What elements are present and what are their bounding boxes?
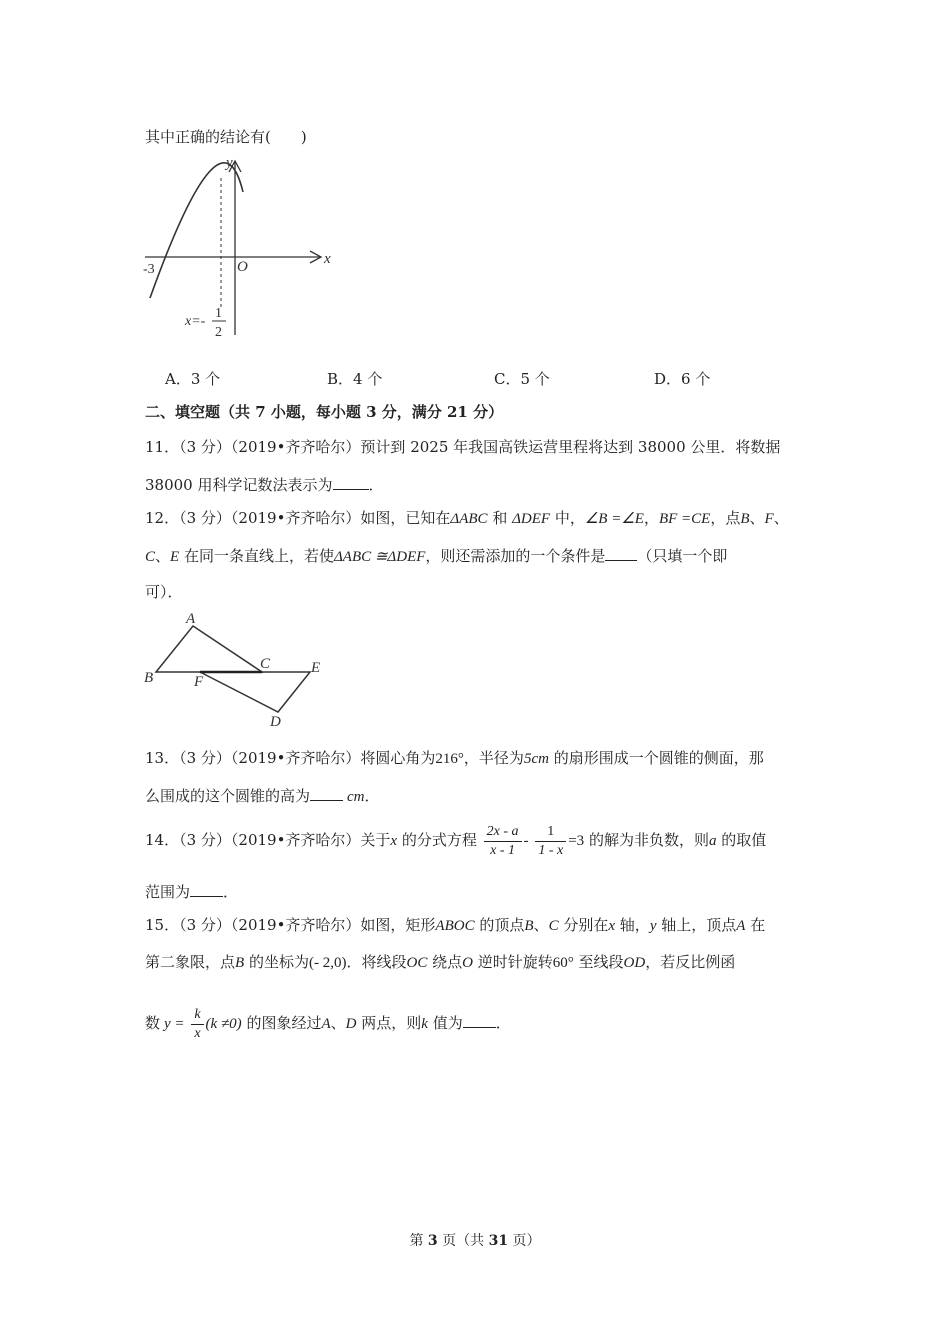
y-axis-label: y [226,155,233,171]
total-pages: 31 [488,1233,509,1249]
q12-line-2: C、E 在同一条直线上，若使ΔABC ≅ΔDEF，则还需添加的一个条件是 （只填一个即 [145,547,728,565]
q15-line-2: 第二象限，点B 的坐标为(- 2,0)．将线段OC 绕点O 逆时针旋转60° 至线段OD，若反比例函 [145,953,736,971]
symmetry-eq-label: x=- [185,314,206,329]
q12-line-1: 12．（3 分）（2019•齐齐哈尔）如图，已知在ΔABC 和 ΔDEF 中，∠B =∠E，BF =CE，点B、F、 [145,509,789,527]
label-e: E [311,660,321,676]
q14-line-2: 范围为 ． [145,883,239,901]
q14-line-1: 14．（3 分）（2019•齐齐哈尔）关于x 的分式方程 $\frac{2x - a}{x - 1}$ - $\frac{1}{1 - x}$ =3 的解为非负数，则a 的取值 [145,823,767,858]
triangles-figure [138,606,338,731]
choice-b: B．4 个 [327,370,383,388]
choice-d: D．6 个 [654,370,711,388]
label-c: C [260,656,271,672]
label-f: F [194,674,204,690]
label-a: A [186,611,196,627]
triangle-abc [156,626,262,672]
q11-answer-blank [333,475,369,490]
section-2-title: 二、填空题（共 7 小题，每小题 3 分，满分 21 分） [145,403,504,421]
q14-fraction-2: $\frac{1}{1 - x}$ [535,823,566,860]
q15-answer-blank [463,1013,496,1028]
choice-c: C．5 个 [494,370,550,388]
symmetry-frac-den: 2 [215,325,222,340]
q11-line-2: 38000 用科学记数法表示为 ． [145,476,384,494]
q15-line-1: 15．（3 分）（2019•齐齐哈尔）如图，矩形ABOC 的顶点B、C 分别在x 轴，y 轴上，顶点A 在 [145,916,766,934]
q14-fraction-1: $\frac{2x - a}{x - 1}$ [484,823,522,860]
q10-conclusion-prompt: 其中正确的结论有( ) [145,128,307,146]
q13-answer-blank [310,786,343,801]
choice-a: A．3 个 [165,370,221,388]
q13-line-1: 13．（3 分）（2019•齐齐哈尔）将圆心角为216°，半径为5cm 的扇形围成一个圆锥的侧面，那 [145,749,764,767]
q12-line-3: 可）． [145,583,183,601]
parabola-curve [150,163,243,298]
page-number: 3 [427,1233,438,1249]
q15-line-3: 数 y = $\frac{k}{x}$ (k ≠0) 的图象经过A、D 两点，则k 值为 ． [145,1006,511,1041]
label-d: D [270,714,281,730]
q15-fraction: $\frac{k}{x}$ [191,1006,203,1043]
triangle-def [200,672,310,712]
q14-answer-blank [190,882,223,897]
page-footer: 第 3 页（共 31 页） [409,1233,541,1249]
symmetry-frac-num: 1 [215,306,222,321]
label-b: B [144,670,154,686]
x-axis-label: x [324,251,331,267]
neg-three-label: -3 [143,262,155,277]
q13-line-2: 么围成的这个圆锥的高为 cm． [145,787,380,805]
parabola-graph [135,150,345,340]
origin-label: O [237,259,248,275]
q11-line-1: 11．（3 分）（2019•齐齐哈尔）预计到 2025 年我国高铁运营里程将达到 38000 公里．将数据 [145,438,781,456]
q12-answer-blank [605,546,637,561]
